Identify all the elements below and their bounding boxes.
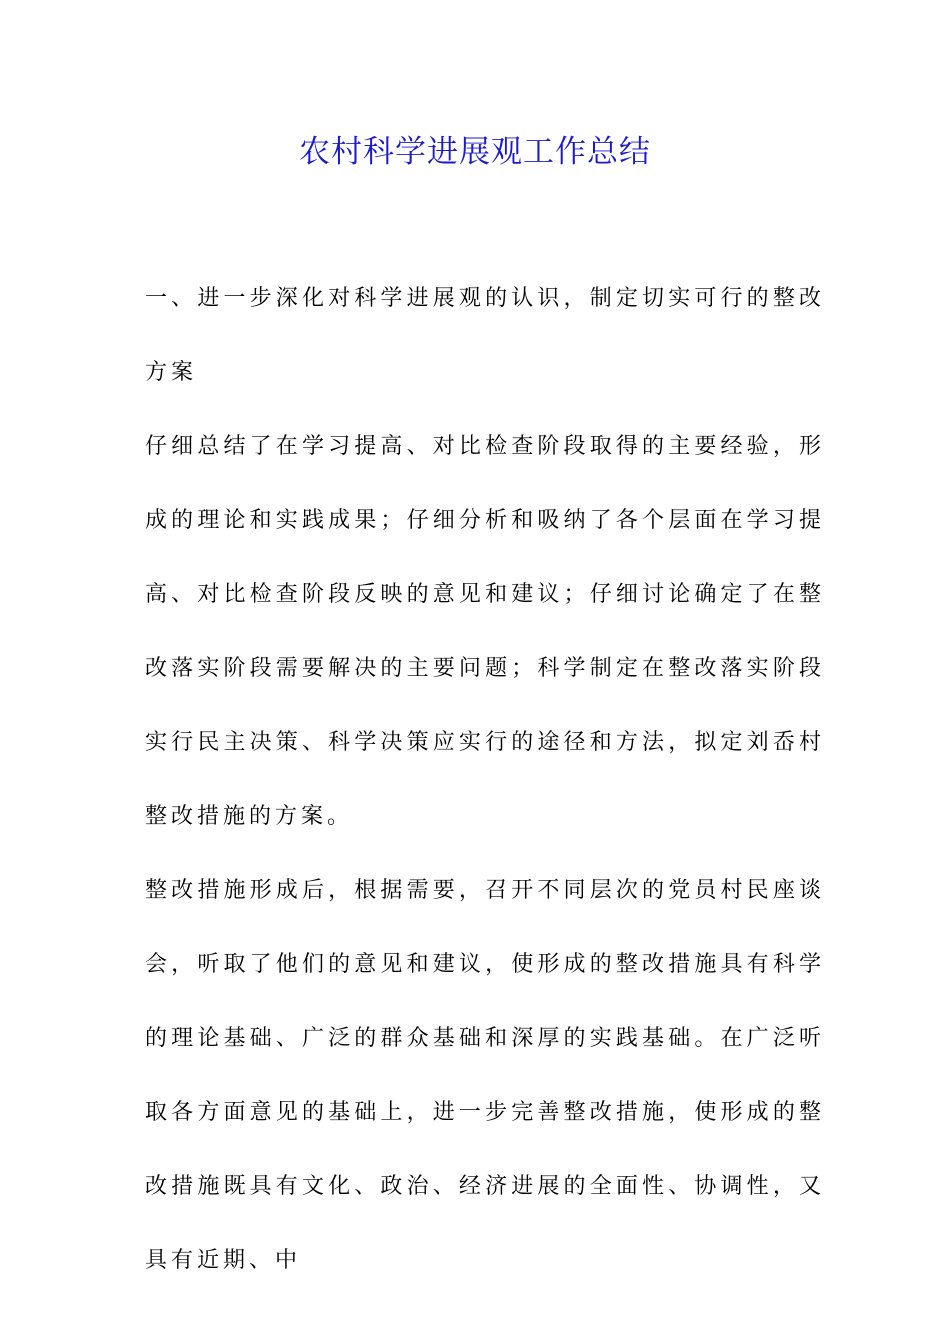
paragraph-1: 仔细总结了在学习提高、对比检查阶段取得的主要经验，形成的理论和实践成果；仔细分析和吸纳了各个层面在学习提高、对比检查阶段反映的意见和建议；仔细讨论确定了在整改落实阶段需要解决的主要问题；科学制定在整改落实阶段实行民主决策、科学决策应实行的途径和方法，拟定刘岙村整改措施的方案。 <box>145 434 825 829</box>
document-title: 农村科学进展观工作总结 <box>299 134 651 170</box>
paragraph-2: 整改措施形成后，根据需要，召开不同层次的党员村民座谈会，听取了他们的意见和建议，使形成的整改措施具有科学的理论基础、广泛的群众基础和深厚的实践基础。在广泛听取各方面意见的基础上，进一步完善整改措施，使形成的整改措施既具有文化、政治、经济进展的全面性、协调性，又具有近期、中 <box>145 878 825 1273</box>
document-body <box>145 262 825 1298</box>
section-heading: 一、进一步深化对科学进展观的认识，制定切实可行的整改方案 <box>145 286 825 385</box>
